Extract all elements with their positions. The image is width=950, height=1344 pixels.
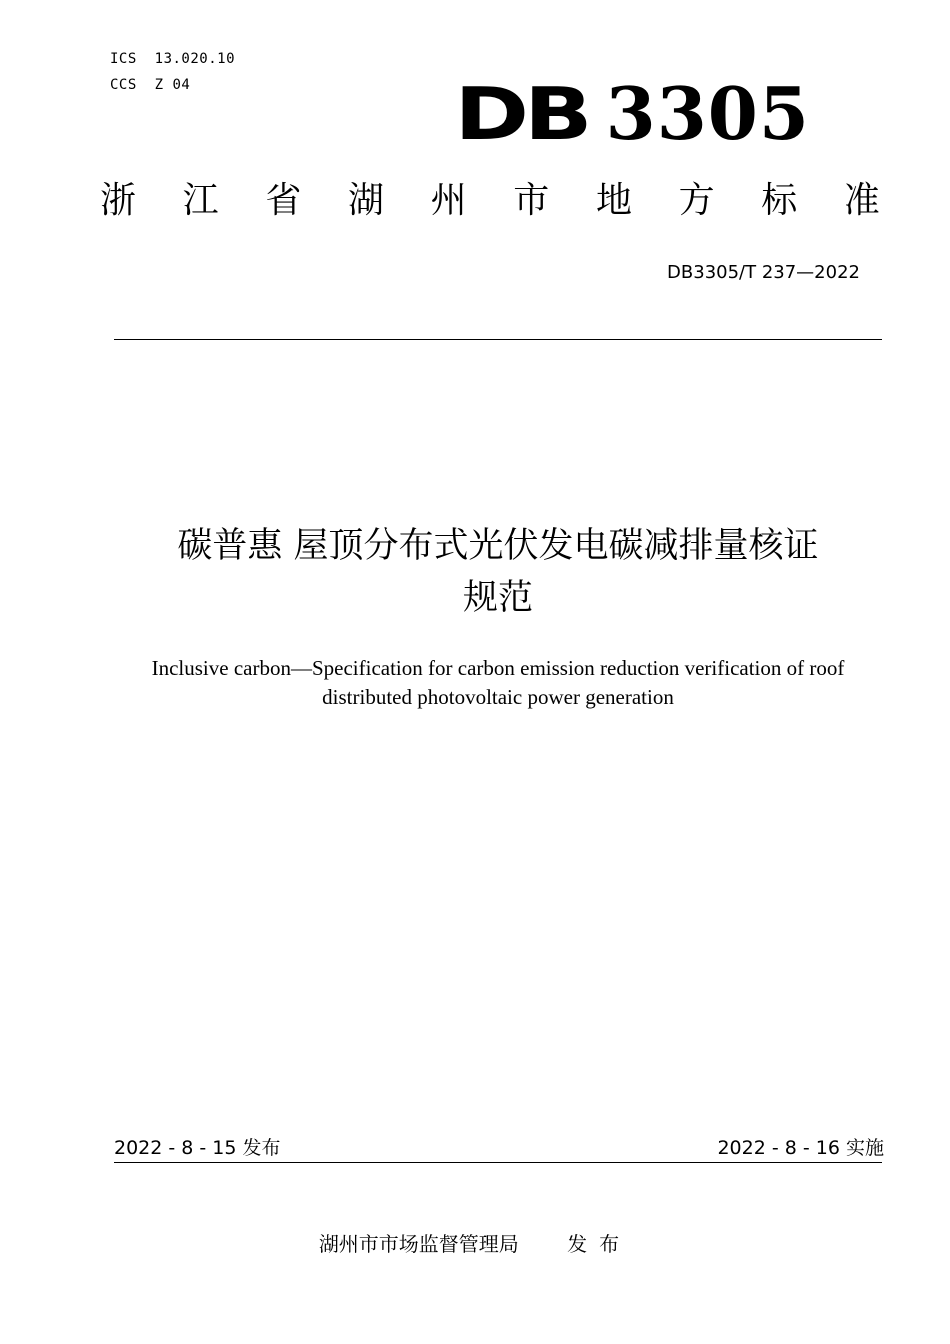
top-divider: [114, 339, 882, 340]
publisher-org: 湖州市市场监督管理局: [318, 1232, 519, 1256]
standard-type-title: [100, 180, 880, 221]
db-letters: DB: [454, 72, 588, 156]
standard-type-char: 州: [430, 180, 467, 221]
english-title-line: distributed photovoltaic power generation: [322, 685, 674, 709]
standard-type-char: 江: [182, 180, 219, 221]
ics-code: ICS 13.020.10: [110, 51, 236, 67]
db-standard-mark: [454, 71, 810, 156]
standard-type-char: 标: [761, 180, 798, 221]
implementation-date: 2022 - 8 - 16 实施: [717, 1137, 884, 1159]
db-number: 3305: [605, 71, 810, 156]
publisher: [0, 1228, 950, 1257]
standard-type-char: 省: [265, 180, 302, 221]
standard-type-char: 市: [513, 180, 550, 221]
issue-date: 2022 - 8 - 15 发布: [114, 1137, 281, 1159]
classification-codes: [110, 46, 235, 98]
english-title-line: Inclusive carbon—Specification for carbon emission reduction verification of roof: [151, 656, 845, 680]
bottom-divider: [114, 1162, 882, 1163]
publisher-verb: 发布: [567, 1232, 632, 1256]
chinese-title-line: 规范: [462, 578, 533, 618]
standard-type-char: 地: [595, 180, 632, 221]
standard-type-char: 准: [843, 180, 880, 221]
chinese-title: [100, 520, 896, 624]
standard-code: DB3305/T 237—2022: [667, 262, 860, 283]
chinese-title-line: 碳普惠 屋顶分布式光伏发电碳减排量核证: [177, 526, 819, 566]
date-row: [114, 1133, 884, 1160]
standard-type-char: 浙: [100, 180, 137, 221]
ccs-code: CCS Z 04: [110, 77, 191, 93]
standard-type-char: 湖: [347, 180, 384, 221]
standard-type-char: 方: [678, 180, 715, 221]
english-title: [110, 654, 886, 712]
